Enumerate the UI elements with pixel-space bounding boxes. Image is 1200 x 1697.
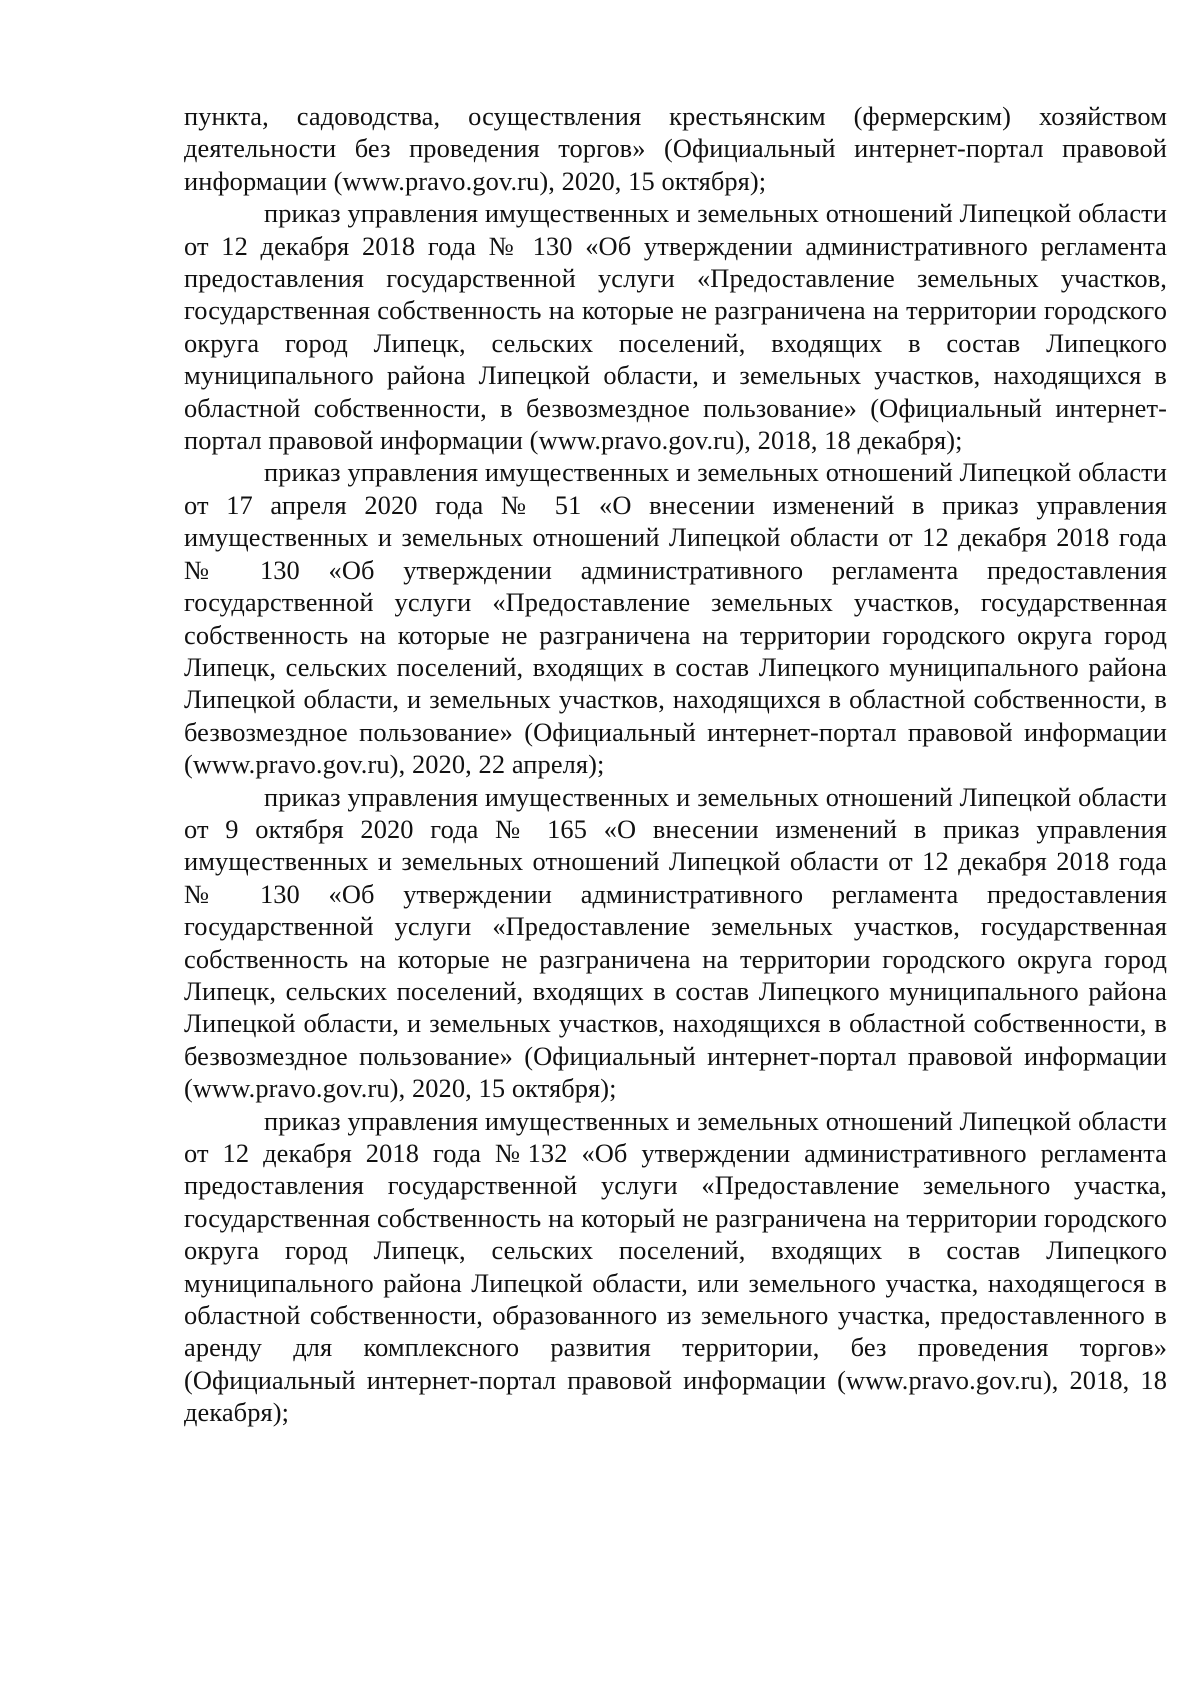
document-body — [184, 100, 1167, 1429]
paragraph-order-130: приказ управления имущественных и земельных отношений Липецкой области от 12 декабря 2018 года № 130 «Об утверждении административного регламента предоставления государственной услуги «Предоставление земельных участков, государственная собственность на которые не разграничена на территории городского округа город Липецк, сельских поселений, входящих в состав Липецкого муниципального района Липецкой области, и земельных участков, находящихся в областной собственности, в безвозмездное пользование» (Официальный интернет-портал правовой информации (www.pravo.gov.ru), 2018, 18 декабря); — [184, 198, 1167, 456]
paragraph-order-51: приказ управления имущественных и земельных отношений Липецкой области от 17 апреля 2020 года № 51 «О внесении изменений в приказ управления имущественных и земельных отношений Липецкой области от 12 декабря 2018 года № 130 «Об утверждении административного регламента предоставления государственной услуги «Предоставление земельных участков, государственная собственность на которые не разграничена на территории городского округа город Липецк, сельских поселений, входящих в состав Липецкого муниципального района Липецкой области, и земельных участков, находящихся в областной собственности, в безвозмездное пользование» (Официальный интернет-портал правовой информации (www.pravo.gov.ru), 2020, 22 апреля); — [184, 457, 1167, 780]
paragraph-order-132: приказ управления имущественных и земельных отношений Липецкой области от 12 декабря 2018 года №132 «Об утверждении административного регламента предоставления государственной услуги «Предоставление земельного участка, государственная собственность на который не разграничена на территории городского округа город Липецк, сельских поселений, входящих в состав Липецкого муниципального района Липецкой области, или земельного участка, находящегося в областной собственности, образованного из земельного участка, предоставленного в аренду для комплексного развития территории, без проведения торгов» (Официальный интернет-портал правовой информации (www.pravo.gov.ru), 2018, 18 декабря); — [184, 1105, 1167, 1428]
paragraph-continuation: пункта, садоводства, осуществления крестьянским (фермерским) хозяйством деятельности без проведения торгов» (Официальный интернет-портал правовой информации (www.pravo.gov.ru), 2020, 15 октября); — [184, 101, 1167, 196]
paragraph-order-165: приказ управления имущественных и земельных отношений Липецкой области от 9 октября 2020 года № 165 «О внесении изменений в приказ управления имущественных и земельных отношений Липецкой области от 12 декабря 2018 года № 130 «Об утверждении административного регламента предоставления государственной услуги «Предоставление земельных участков, государственная собственность на которые не разграничена на территории городского округа город Липецк, сельских поселений, входящих в состав Липецкого муниципального района Липецкой области, и земельных участков, находящихся в областной собственности, в безвозмездное пользование» (Официальный интернет-портал правовой информации (www.pravo.gov.ru), 2020, 15 октября); — [184, 781, 1167, 1104]
